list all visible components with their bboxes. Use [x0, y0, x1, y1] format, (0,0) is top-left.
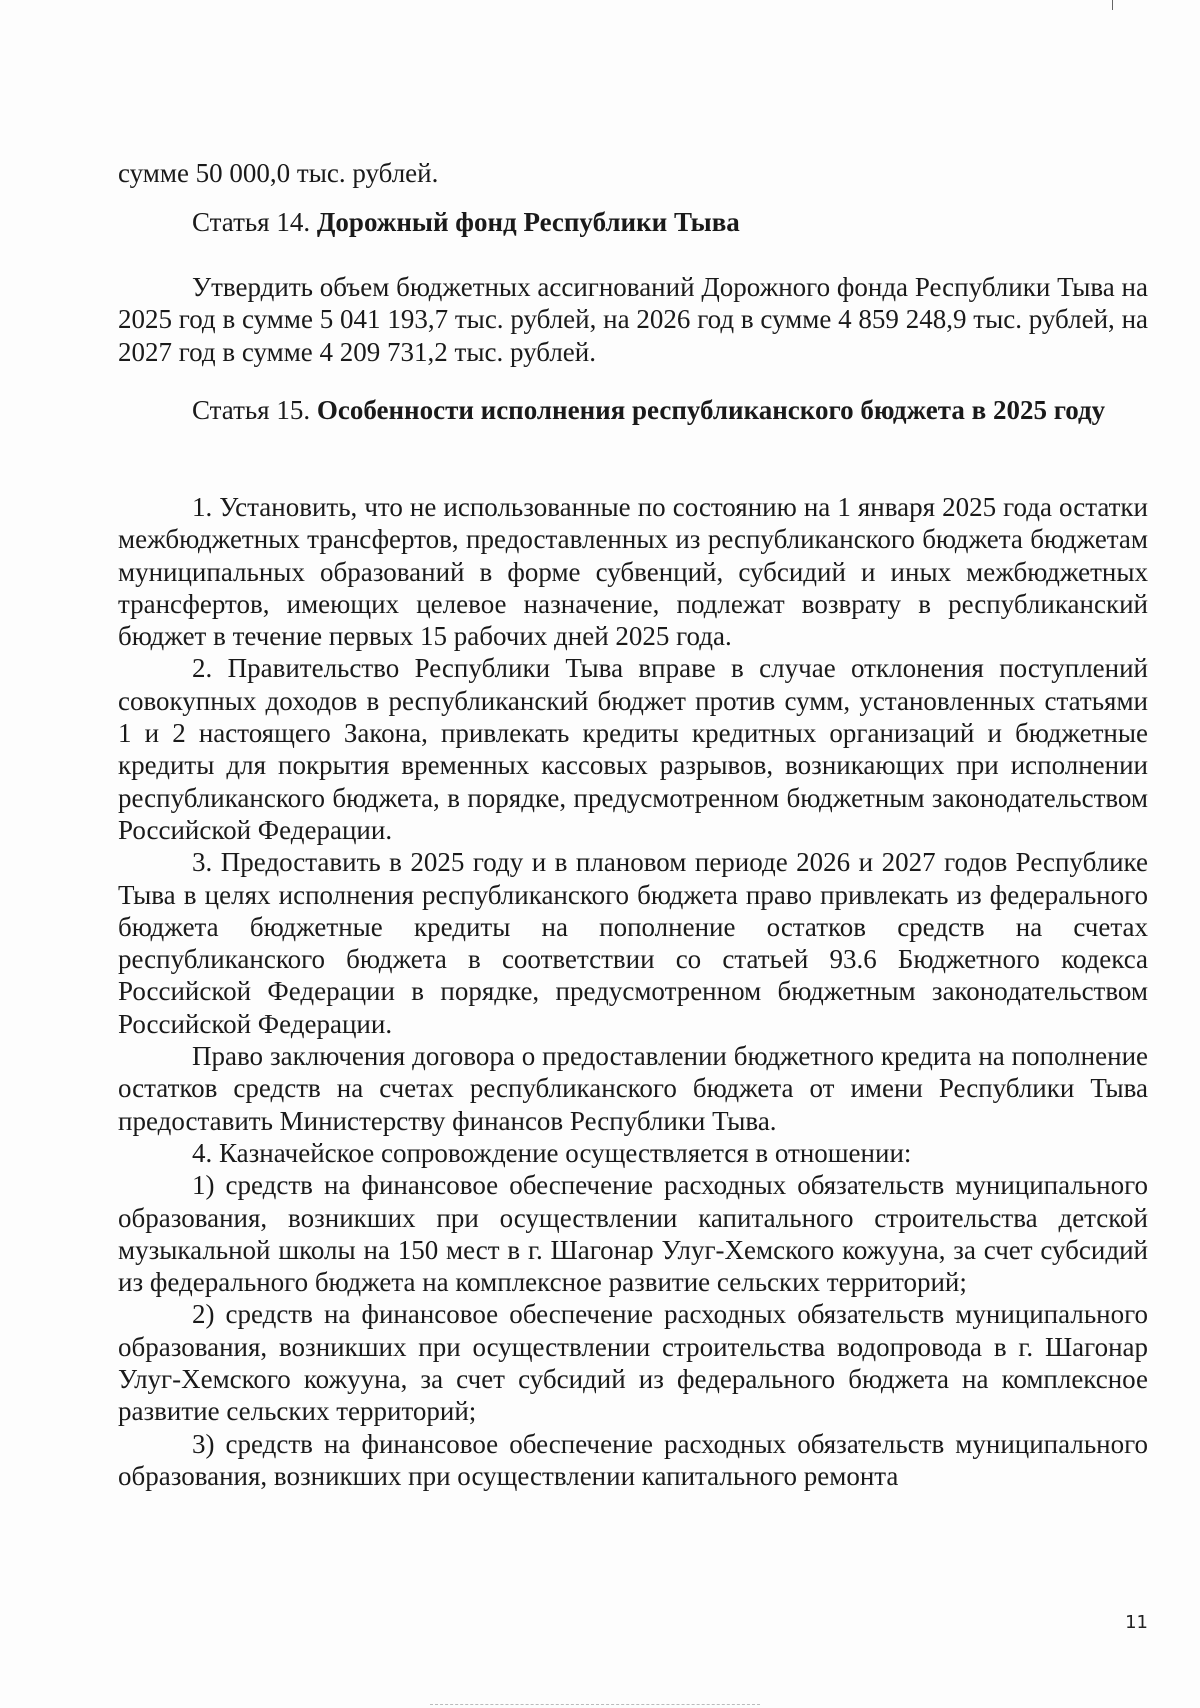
article-15-prefix: Статья 15.: [192, 395, 317, 425]
list-item: 1) средств на финансовое обеспечение расходных обязательств муниципального образования, возникших при осуществлении капитального строительства детской музыкальной школы на 150 мест в г. Шагонар Улуг-Хемского кожууна, за счет субсидий из федерального бюджета на комплексное развитие сельских территорий;: [118, 1170, 1148, 1298]
paragraph: Право заключения договора о предоставлении бюджетного кредита на пополнение остатков средств на счетах республиканского бюджета от имени Республики Тыва предоставить Министерству финансов Республики Тыва.: [118, 1041, 1148, 1136]
article-14-heading: [118, 206, 1148, 238]
paragraph: 4. Казначейское сопровождение осуществляется в отношении:: [192, 1137, 912, 1168]
continued-text: [118, 157, 1148, 189]
list-item: 2) средств на финансовое обеспечение расходных обязательств муниципального образования, возникших при осуществлении строительства водопровода в г. Шагонар Улуг-Хемского кожууна, за счет субсидий из федерального бюджета на комплексное развитие сельских территорий;: [118, 1299, 1148, 1427]
paragraph: 3. Предоставить в 2025 году и в плановом периоде 2026 и 2027 годов Республике Тыва в целях исполнения республиканского бюджета право привлекать из федерального бюджета бюджетные кредиты на пополнение остатков средств на счетах республиканского бюджета в соответствии со статьей 93.6 Бюджетного кодекса Российской Федерации в порядке, предусмотренном бюджетным законодательством Российской Федерации.: [118, 847, 1148, 1039]
scan-edge-mark: [1112, 0, 1113, 10]
scan-bottom-edge: [430, 1704, 760, 1706]
paragraph: 2. Правительство Республики Тыва вправе в случае отклонения поступлений совокупных доходов в республиканский бюджет против сумм, установленных статьями 1 и 2 настоящего Закона, привлекать кредиты кредитных организаций и бюджетные кредиты для покрытия временных кассовых разрывов, возникающих при исполнении республиканского бюджета, в порядке, предусмотренном бюджетным законодательством Российской Федерации.: [118, 653, 1148, 845]
article-14-body-block: [118, 271, 1148, 368]
article-14-prefix: Статья 14.: [192, 207, 317, 237]
article-14-body: Утвердить объем бюджетных ассигнований Дорожного фонда Республики Тыва на 2025 год в сумме 5 041 193,7 тыс. рублей, на 2026 год в сумме 4 859 248,9 тыс. рублей, на 2027 год в сумме 4 209 731,2 тыс. рублей.: [118, 272, 1148, 367]
page-number: 11: [1125, 1612, 1148, 1633]
article-15-body-block: [118, 491, 1148, 1492]
list-item: 3) средств на финансовое обеспечение расходных обязательств муниципального образования, возникших при осуществлении капитального ремонта: [118, 1428, 1148, 1491]
article-15-heading: [118, 394, 1148, 426]
intro-line: сумме 50 000,0 тыс. рублей.: [118, 158, 439, 188]
article-14-title: Дорожный фонд Республики Тыва: [316, 207, 740, 237]
article-15-title: Особенности исполнения республиканского бюджета в 2025 году: [316, 395, 1106, 425]
paragraph: 1. Установить, что не использованные по состоянию на 1 января 2025 года остатки межбюджетных трансфертов, предоставленных из республиканского бюджета бюджетам муниципальных образований в форме субвенций, субсидий и иных межбюджетных трансфертов, имеющих целевое назначение, подлежат возврату в республиканский бюджет в течение первых 15 рабочих дней 2025 года.: [118, 492, 1148, 652]
